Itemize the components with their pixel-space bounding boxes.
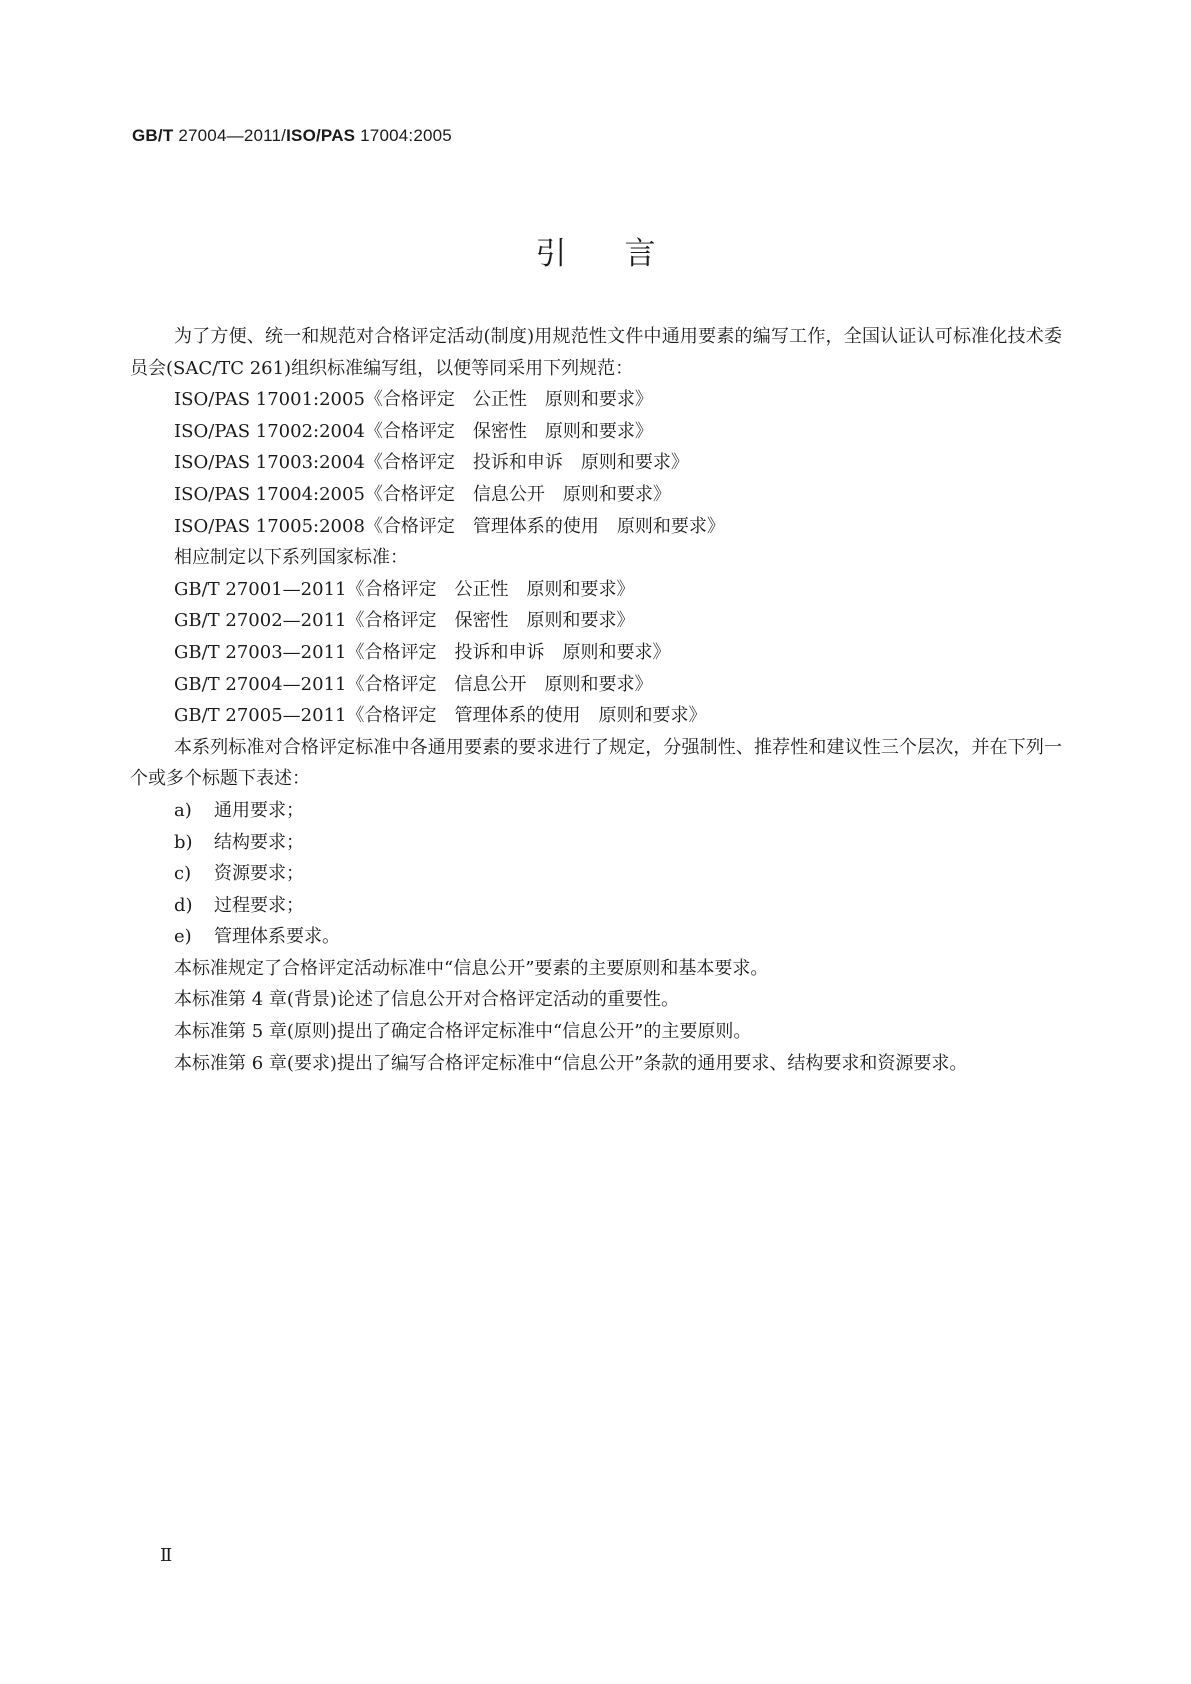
heading-item (130, 858, 1062, 890)
intro-paragraph: 为了方便、统一和规范对合格评定活动(制度)用规范性文件中通用要素的编写工作，全国认证认可标准化技术委员会(SAC/TC 261)组织标准编写组，以便等同采用下列规范： (130, 326, 1062, 379)
heading-marker: b) (174, 831, 193, 853)
gb-list-item: GB/T 27003—2011《合格评定 投诉和申诉 原则和要求》 (174, 641, 671, 663)
closing-paragraph: 本标准第 4 章(背景)论述了信息公开对合格评定活动的重要性。 (174, 989, 679, 1011)
heading-item (130, 795, 1062, 827)
page-title: 引言 (535, 236, 714, 272)
heading-item (130, 890, 1062, 922)
iso-list-item: ISO/PAS 17005:2008《合格评定 管理体系的使用 原则和要求》 (174, 515, 725, 537)
header-number: 27004—2011/ (173, 126, 287, 145)
heading-marker: c) (174, 863, 192, 885)
document-body (130, 321, 1062, 1079)
closing-paragraph: 本标准第 6 章(要求)提出了编写合格评定标准中“信息公开”条款的通用要求、结构要求和资源要求。 (174, 1052, 968, 1074)
heading-marker: e) (174, 926, 192, 948)
heading-text: 结构要求； (214, 831, 304, 853)
gb-list-item: GB/T 27005—2011《合格评定 管理体系的使用 原则和要求》 (174, 705, 707, 727)
header-iso-number: 17004:2005 (355, 126, 452, 145)
closing-paragraph: 本标准第 5 章(原则)提出了确定合格评定标准中“信息公开”的主要原则。 (174, 1021, 752, 1043)
gb-list-item: GB/T 27004—2011《合格评定 信息公开 原则和要求》 (174, 673, 653, 695)
heading-text: 管理体系要求。 (214, 926, 340, 948)
header-iso-prefix: ISO/PAS (286, 126, 356, 145)
page-number: Ⅱ (160, 1545, 173, 1566)
series-paragraph: 本系列标准对合格评定标准中各通用要素的要求进行了规定，分强制性、推荐性和建议性三个层次，并在下列一个或多个标题下表述： (130, 736, 1062, 790)
heading-text: 通用要求； (214, 799, 304, 821)
heading-marker: d) (174, 894, 193, 916)
gb-intro: 相应制定以下系列国家标准： (174, 547, 408, 569)
iso-list-item: ISO/PAS 17001:2005《合格评定 公正性 原则和要求》 (174, 389, 653, 411)
heading-marker: a) (174, 799, 192, 821)
heading-text: 资源要求； (214, 863, 304, 885)
header-prefix: GB/T (132, 126, 174, 145)
closing-paragraph: 本标准规定了合格评定活动标准中“信息公开”要素的主要原则和基本要求。 (174, 957, 769, 979)
gb-list-item: GB/T 27001—2011《合格评定 公正性 原则和要求》 (174, 578, 635, 600)
heading-item (130, 921, 1062, 953)
iso-list-item: ISO/PAS 17004:2005《合格评定 信息公开 原则和要求》 (174, 483, 671, 505)
iso-list-item: ISO/PAS 17003:2004《合格评定 投诉和申诉 原则和要求》 (174, 452, 689, 474)
iso-list-item: ISO/PAS 17002:2004《合格评定 保密性 原则和要求》 (174, 420, 653, 442)
heading-text: 过程要求； (214, 894, 304, 916)
document-header (132, 126, 452, 146)
heading-item (130, 827, 1062, 859)
gb-list-item: GB/T 27002—2011《合格评定 保密性 原则和要求》 (174, 610, 635, 632)
